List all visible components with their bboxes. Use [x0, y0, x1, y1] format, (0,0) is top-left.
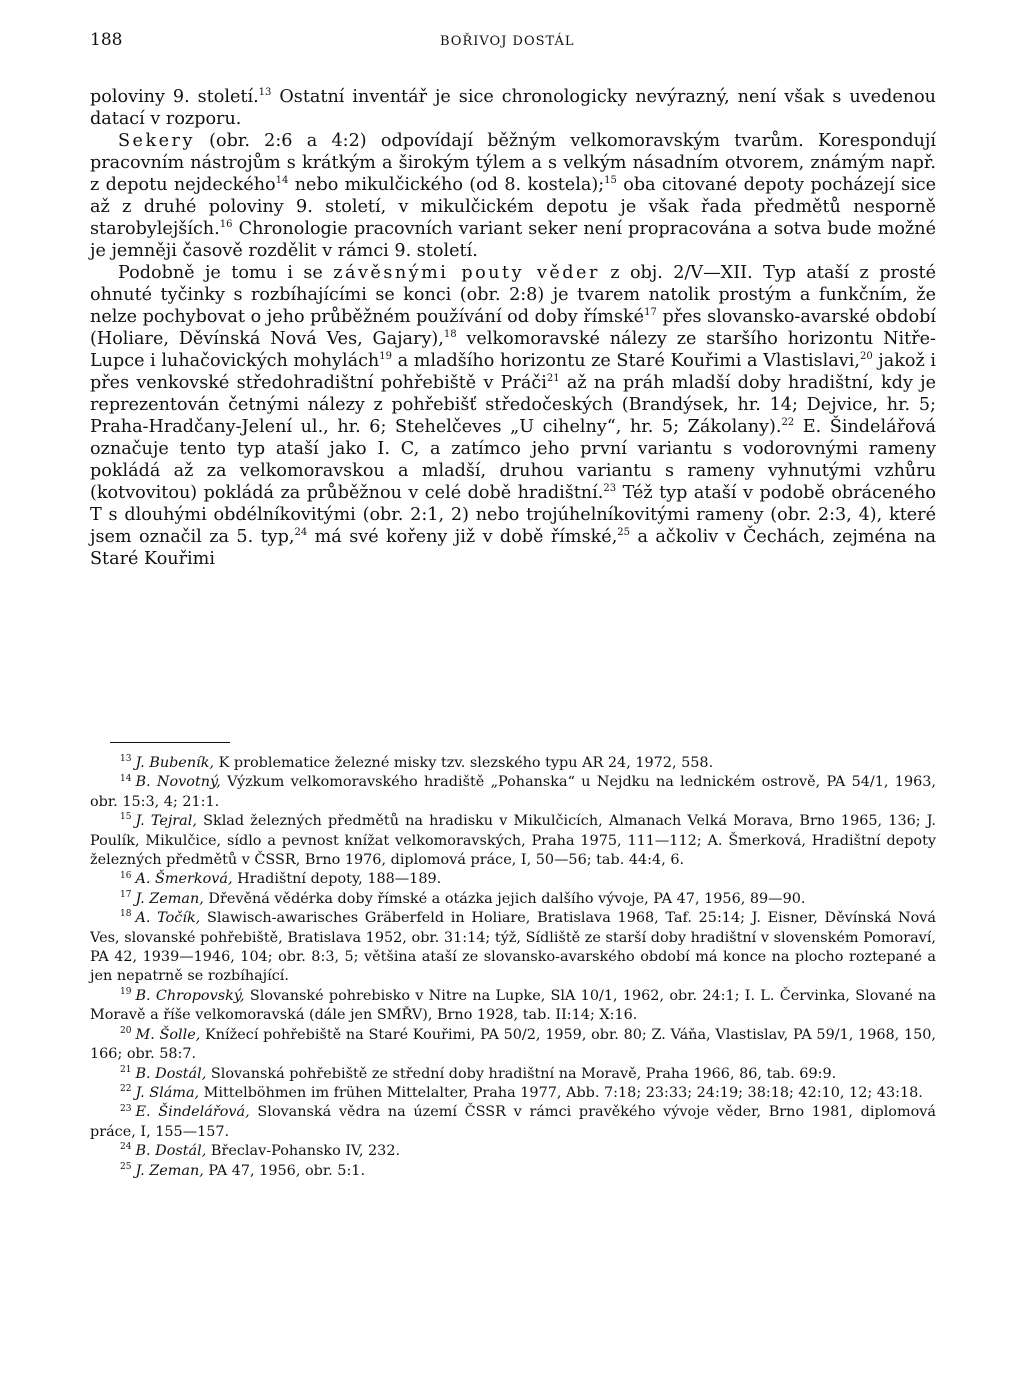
footnote-ref: 20 [859, 351, 873, 363]
footnote-number: 16 [120, 870, 132, 881]
footnote-ref: 18 [443, 329, 457, 341]
footnote-text: Hradištní depoty, 188—189. [232, 871, 442, 888]
text-span: Též typ ataší v podobě obráceného T s dlouhými obdélníkovitými (obr. 2:1, 2) nebo trojúhelníkovitými rameny (obr. 2:3, 4), které jsem označil za 5. typ, [90, 483, 937, 547]
footnote-author: E. Šindelářová, [135, 1104, 250, 1121]
text-span: má své kořeny již v době římské, [307, 527, 618, 547]
footnote-ref: 22 [781, 417, 795, 429]
paragraph-2 [90, 130, 936, 262]
footnote [90, 870, 936, 889]
footnote-text: Dřevěná vědérka doby římské a otázka jejich dalšího vývoje, PA 47, 1956, 89—90. [203, 890, 806, 907]
footnote-ref: 14 [275, 175, 289, 187]
paragraph-1 [90, 86, 936, 130]
footnote-ref: 21 [546, 373, 560, 385]
text-span: až na práh mladší doby hradištní, kdy je reprezentován četnými nálezy z pohřebišť středočeských (Brandýsek, hr. 14; Dejvice, hr. 5; Praha-Hradčany-Jelení ul., hr. 6; Stehelčeves „U cihelny“, hr. 5; Zákolany). [90, 373, 936, 437]
text-span: oba citované depoty pocházejí sice až z druhé poloviny 9. století, v mikulčickém depotu je však řada předmětů nesporně starobylejších. [90, 175, 937, 239]
footnote-number: 21 [120, 1064, 132, 1075]
footnote-author: J. Bubeník, [135, 755, 214, 771]
emphasis-term: Sekery [118, 131, 195, 151]
footnote-number: 22 [120, 1084, 132, 1095]
footnote-number: 13 [120, 754, 132, 765]
footnote [90, 1162, 936, 1181]
running-title: BOŘIVOJ DOSTÁL [440, 34, 575, 49]
footnote-author: J. Zeman, [135, 890, 204, 907]
page-number: 188 [90, 30, 123, 50]
text-span: nebo mikulčického (od 8. kostela); [288, 175, 605, 195]
text-span: velkomoravské nálezy ze staršího horizontu Nitře-Lupce i luhačovických mohylách [90, 329, 936, 371]
footnote-number: 17 [120, 890, 132, 901]
document-page [90, 30, 937, 1179]
footnote-author: B. Novotný, [135, 774, 221, 791]
footnote-text: K problematice železné misky tzv. slezského typu AR 24, 1972, 558. [214, 755, 714, 771]
footnote-text: Slovanské pohrebisko v Nitre na Lupke, SlA 10/1, 1962, obr. 24:1; I. L. Červinka, Slované na Moravě a říše velkomoravská (dále jen SMŘV), Brno 1928, tab. II:14; X:16. [90, 987, 936, 1024]
text-span: jakož i přes venkovské středohradištní pohřebiště v Práči [90, 351, 937, 393]
footnote-text: Výzkum velkomoravského hradiště „Pohanska“ u Nejdku na lednickém ostrově, PA 54/1, 1963, obr. 15:3, 4; 21:1. [90, 774, 936, 810]
footnote [90, 890, 936, 909]
text-span: E. Šindelářová označuje tento typ ataší jako I. C, a zatímco jeho první variantu s vodorovnými rameny pokládá až za velkomoravskou a mladší, druhou variantu s rameny vyhnutými vzhůru (kotvovitou) pokládá za průběžnou v celé době hradištní. [90, 417, 936, 503]
footnote-ref: 25 [617, 527, 631, 539]
footnote-ref: 16 [219, 219, 233, 231]
text-span: Ostatní inventář je sice chronologicky nevýrazný, není však s uvedenou datací v rozporu. [90, 87, 936, 129]
footnote-author: M. Šolle, [135, 1026, 201, 1043]
footnote [90, 1142, 936, 1161]
footnote-author: J. Tejral, [135, 813, 197, 830]
footnote-text: Sklad železných předmětů na hradisku v Mikulčicích, Almanach Velká Morava, Brno 1965, 136; J. Poulík, Mikulčice, sídlo a pevnost knížat velkomoravských, Praha 1975, 111—112; A. Šmerková, Hradištní depoty železných předmětů v ČSSR, Brno 1976, diplomová práce, I, 50—56; tab. 44:4, 6. [90, 813, 936, 869]
footnote-number: 23 [120, 1103, 132, 1114]
footnote-text: Mittelböhmen im frühen Mittelalter, Praha 1977, Abb. 7:18; 23:33; 24:19; 38:18; 42:10, 12; 43:18. [199, 1084, 923, 1101]
footnote-ref: 17 [644, 307, 657, 319]
footnote-ref: 23 [603, 483, 617, 495]
footnote-number: 15 [120, 812, 132, 823]
footnote-number: 14 [120, 773, 132, 784]
main-text [90, 86, 936, 570]
footnote-ref: 24 [294, 527, 308, 539]
footnote-text: Knížecí pohřebiště na Staré Kouřimi, PA 50/2, 1959, obr. 80; Z. Váňa, Vlastislav, PA 59/1, 1968, 150, 166; obr. 58:7. [90, 1026, 937, 1063]
footnote [90, 1026, 936, 1065]
emphasis-term: závěsnými pouty věder [333, 263, 600, 283]
footnote-ref: 19 [379, 351, 393, 363]
footnote-ref: 15 [604, 175, 617, 187]
text-span: a mladšího horizontu ze Staré Kouřimi a Vlastislavi, [392, 351, 860, 371]
footnote-author: J. Zeman, [135, 1162, 204, 1179]
footnote-text: Břeclav-Pohansko IV, 232. [206, 1143, 401, 1160]
page-header [90, 30, 936, 60]
footnote [90, 773, 936, 812]
footnote-author: J. Sláma, [135, 1084, 200, 1101]
footnote-number: 20 [120, 1025, 132, 1036]
footnote [90, 1084, 936, 1103]
footnote-text: PA 47, 1956, obr. 5:1. [203, 1162, 366, 1179]
footnote-text: Slovanská pohřebiště ze střední doby hradištní na Moravě, Praha 1966, 86, tab. 69:9. [206, 1065, 837, 1082]
footnote-text: Slovanská vědra na území ČSSR v rámci pravěkého vývoje věder, Brno 1981, diplomová práce, I, 155—157. [90, 1104, 936, 1140]
text-span: Chronologie pracovních variant seker není propracována a sotva bude možné je jemněji časově rozdělit v rámci 9. století. [90, 219, 936, 261]
text-span: přes slovansko-avarské období (Holiare, Děvínská Nová Ves, Gajary), [90, 307, 937, 349]
text-span: z obj. 2/V—XII. Typ ataší z prosté ohnuté tyčinky s rozbíhajícími se konci (obr. 2:8) je tvarem natolik prostým a funkčním, že nelze pochybovat o jeho průběžném používání od doby římské [90, 263, 936, 327]
text-span: (obr. 2:6 a 4:2) odpovídají běžným velkomoravským tvarům. Korespondují pracovním nástrojům s krátkým a širokým týlem a s velkým násadním otvorem, známým např. z depotu nejdeckého [90, 131, 936, 195]
footnote-text: Slawisch-awarisches Gräberfeld in Holiare, Bratislava 1968, Taf. 25:14; J. Eisner, Děvínská Nová Ves, slovanské pohřebiště, Bratislava 1952, obr. 31:14; týž, Sídliště ze starší doby hradištní v slovenském Pomoraví, PA 42, 1939—1946, 104; obr. 8:3, 5; většina ataší ze slovansko-avarského období má konce na plocho roztepané a jen nepatrně se rozbíhající. [90, 910, 936, 985]
text-span: poloviny 9. století. [90, 87, 259, 107]
footnote-author: B. Chropovský, [135, 987, 245, 1004]
footnote [90, 987, 936, 1026]
text-span: a ačkoliv v Čechách, zejména na Staré Kouřimi [90, 527, 936, 569]
footnote-number: 18 [120, 909, 132, 920]
footnote-number: 25 [120, 1161, 132, 1172]
footnote [90, 1065, 936, 1084]
footnote-ref: 13 [258, 87, 272, 99]
footnote-author: B. Dostál, [135, 1143, 207, 1160]
footnote [90, 812, 936, 870]
footnote-author: A. Točík, [135, 910, 201, 927]
text-span: Podobně je tomu i se [118, 263, 334, 283]
footnote-author: B. Dostál, [135, 1065, 207, 1082]
footnote [90, 1103, 936, 1142]
footnote [90, 909, 936, 987]
footnote-divider [110, 742, 230, 743]
footnote-author: A. Šmerková, [135, 871, 233, 888]
footnote [90, 754, 936, 773]
footnote-number: 19 [120, 987, 132, 998]
paragraph-3 [90, 262, 936, 570]
footnotes [90, 754, 936, 1181]
footnote-number: 24 [120, 1142, 132, 1153]
